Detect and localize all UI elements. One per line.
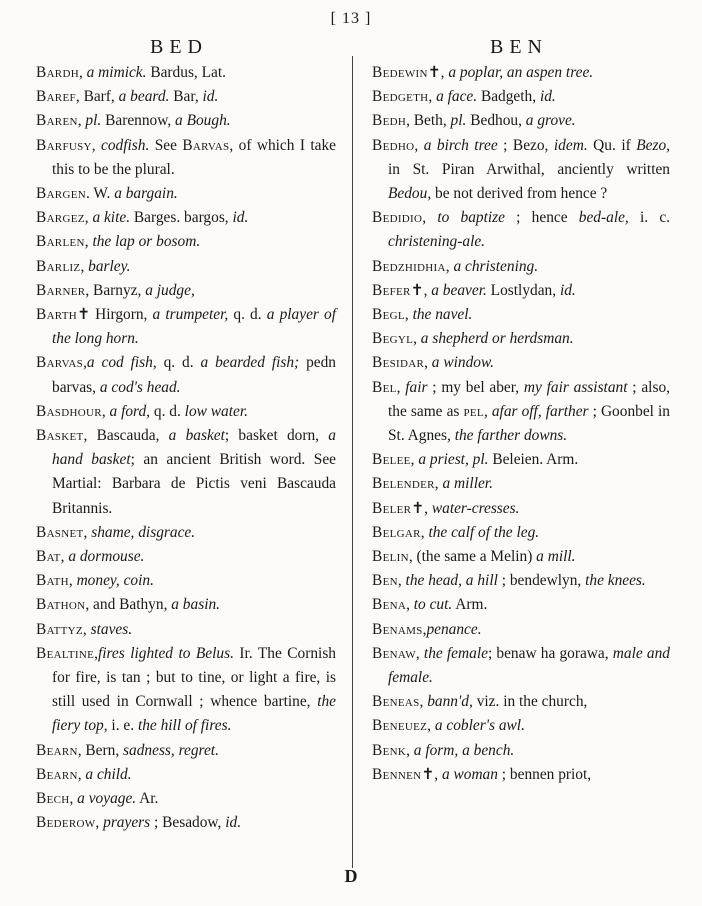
right-column-header: BEN [490,36,548,58]
entry-text: ; benaw ha gorawa, [487,644,613,662]
italic-gloss: sadness, regret. [123,741,219,759]
dictionary-entry [36,230,336,254]
italic-gloss: a ford, [109,402,151,420]
entry-text: in St. Piran Arwithal, anciently written [388,160,670,178]
italic-gloss: a bargain. [114,185,178,203]
dictionary-entry [372,109,670,133]
italic-gloss: a face. [436,88,478,106]
entry-text: , [84,233,93,251]
dictionary-entry [36,545,336,569]
page-number: [ 13 ] [330,10,372,27]
entry-text: , [396,378,406,396]
headword: Belee [372,451,411,469]
headword: Barth [36,306,78,324]
entry-text: i. c. [628,209,671,227]
entry-text: , [413,330,421,348]
dictionary-entry [372,472,670,496]
italic-gloss: prayers [103,814,151,832]
italic-gloss: the navel. [412,306,473,324]
headword: Bech [36,790,70,808]
entry-text: , [77,112,86,130]
entry-text: ; bennen priot, [497,765,592,783]
entry-text: , [419,693,428,711]
left-column-header: BED [150,36,208,58]
entry-text: , Beth, [406,112,451,130]
italic-gloss: id. [225,814,242,832]
italic-gloss: pl. [450,112,467,130]
dictionary-entry [36,206,336,230]
italic-gloss: a kite. [92,209,131,227]
italic-gloss: a hand basket [52,427,336,469]
entry-text: Badgeth, [477,88,540,106]
dictionary-entry [36,642,336,739]
entry-text: , [94,644,98,662]
entry-text: , [422,209,438,227]
headword: Bedho [372,136,415,154]
entry-text: ; basket dorn, [224,427,329,445]
italic-gloss: id. [232,209,249,227]
italic-gloss: staves. [90,620,133,638]
entry-text: , [91,136,102,154]
headword: Bedzhidhia [372,257,446,275]
entry-text: ; an ancient British word. See Martial: Barbara de Pictis veni Bascauda Britannis. [52,451,336,517]
italic-gloss: water-cresses. [431,499,520,517]
entry-text: ; Goonbel in St. Agnes, [388,402,670,445]
italic-gloss: a trumpeter, [152,306,229,324]
italic-gloss: a window. [431,354,494,372]
entry-text: ✝ Hirgorn, [77,306,153,324]
signature-mark: D [344,866,358,886]
entry-text: , [422,620,427,638]
italic-gloss: the fiery top, [52,693,336,735]
italic-gloss: a mill. [536,548,576,566]
headword: Bath [36,572,69,590]
entry-text: , [483,402,492,420]
headword: Befer [372,281,411,299]
dictionary-entry [36,521,336,545]
headword: Barvas [36,354,84,372]
entry-text: , and Bathyn, [85,596,172,614]
entry-text: , [68,572,77,590]
italic-gloss: id. [539,88,556,106]
dictionary-entry [36,303,336,351]
headword: Battyz [36,620,83,638]
dictionary-entry [36,85,336,109]
italic-gloss: a cod fish, [86,354,157,372]
headword: Basnet [36,523,84,541]
entry-text: Arm. [452,596,488,614]
entry-text: ; hence [504,209,579,227]
entry-text: ; also, the same as [388,378,670,420]
entry-text: , [82,620,91,638]
italic-gloss: id. [202,88,219,106]
headword: Bena [372,596,407,614]
headword: Bedewin [372,64,428,81]
headword: Basdhour [36,402,102,420]
entry-text: ; my bel aber, [427,378,524,396]
italic-gloss: a mimick. [86,64,147,81]
italic-gloss: the farther downs. [454,427,568,445]
headword: pel [463,402,484,420]
entry-text: , [404,306,413,324]
italic-gloss: the knees. [585,572,646,590]
italic-gloss: a bearded fish; [200,354,300,372]
entry-text: be not derived from hence ? [431,185,608,203]
entry-text: , [445,257,454,275]
italic-gloss: fires lighted to Belus. [97,644,234,662]
italic-gloss: a child. [85,765,132,783]
dictionary-entry [372,618,670,642]
italic-gloss: a player of the long horn. [52,306,337,348]
entry-text: . W. [85,185,115,203]
headword: Bederow [36,814,96,832]
italic-gloss: a shepherd or herdsman. [420,330,574,348]
headword: Barliz [36,257,81,275]
entry-text: pedn barvas, [52,354,336,396]
dictionary-entry [372,569,670,593]
headword: Beneas [372,693,420,711]
dictionary-entry [36,134,336,182]
italic-gloss: a miller. [442,475,493,493]
dictionary-entry [372,327,670,351]
headword: Begl [372,306,405,324]
headword: Bel [372,378,397,396]
entry-text: See [149,136,183,154]
dictionary-entry [372,376,670,449]
italic-gloss: a dormouse. [68,548,145,566]
dictionary-entry [372,642,670,690]
italic-gloss: a form, a bench. [413,741,515,759]
italic-gloss: a beaver. [431,281,487,299]
entry-text: , [424,354,432,372]
dictionary-entry [36,279,336,303]
entry-text: ; Besadow, [150,814,226,832]
dictionary-entry [36,400,336,424]
italic-gloss: afar off, farther [491,402,589,420]
entry-text: , [414,136,424,154]
dictionary-entry [36,255,336,279]
italic-gloss: a voyage. [77,790,137,808]
dictionary-entry [36,61,336,85]
headword: Bedidio [372,209,423,227]
headword: Belender [372,475,435,493]
headword: Ben [372,572,398,590]
entry-text: Bardus, Lat. [146,64,226,81]
headword: Basket [36,427,84,445]
headword: Benaw [372,644,416,662]
dictionary-entry [36,618,336,642]
headword: Beneuez [372,717,428,735]
headword: Belin [372,548,409,566]
italic-gloss: my fair assistant [523,378,628,396]
italic-gloss: a christening. [453,257,539,275]
dictionary-entry [372,255,670,279]
headword: Benams [372,620,423,638]
dictionary-entry [36,593,336,617]
entry-text: , Bascauda, [83,427,169,445]
headword: Bargez [36,209,85,227]
italic-gloss: to cut. [413,596,453,614]
headword: Bedh [372,112,407,130]
headword: Barlen [36,233,85,251]
entry-text: ✝, [411,499,432,517]
dictionary-entry [372,85,670,109]
entry-text: , [80,257,89,275]
entry-text: Ir. The Cornish for fire, is tan ; but to tine, or light a fire, is still used in Cornwall ; whence bartine, [52,644,337,711]
italic-gloss: pl. [85,112,102,130]
entry-text: , [434,475,443,493]
italic-gloss: id. [559,281,576,299]
entry-text: , [84,209,93,227]
entry-text: , [397,572,406,590]
dictionary-entry [372,61,670,85]
right-column [372,61,670,787]
italic-gloss: a woman [441,765,498,783]
entry-text: , [60,548,69,566]
entry-text: , of which I take this to be the plural. [52,136,336,178]
headword: Bathon [36,596,86,614]
entry-text: , [410,451,419,469]
entry-text: , [77,765,86,783]
headword: Benk [372,741,407,759]
headword: Begyl [372,330,414,348]
italic-gloss: money, coin. [76,572,154,590]
headword: Bedgeth [372,88,429,106]
italic-gloss: the lap or bosom. [92,233,201,251]
italic-gloss: idem. [553,136,588,154]
entry-text: , [83,354,87,372]
entry-text: Barges. bargos, [130,209,233,227]
entry-text: , [95,814,104,832]
entry-text: Ar. [136,790,159,808]
dictionary-entry [36,763,336,787]
italic-gloss: the head, a hill [405,572,498,590]
entry-text: ; bendewlyn, [497,572,586,590]
left-column [36,61,336,836]
headword: Bearn [36,741,78,759]
dictionary-entry [372,279,670,303]
headword: Bearn [36,765,78,783]
entry-text: Lostlydan, [486,281,560,299]
dictionary-entry [372,593,670,617]
headword: Beler [372,499,412,517]
dictionary-entry [372,739,670,763]
dictionary-entry [36,109,336,133]
dictionary-entry [36,351,336,399]
entry-text: q. d. [228,306,267,324]
headword: Besidar [372,354,425,372]
headword: Bennen [372,765,422,783]
italic-gloss: a cod's head. [99,378,181,396]
italic-gloss: shame, disgrace. [91,523,196,541]
italic-gloss: low water. [184,402,248,420]
entry-text: ✝, [410,281,432,299]
entry-text: , [427,717,435,735]
entry-text: , [78,64,87,81]
headword: Baref [36,88,76,106]
italic-gloss: a priest, pl. [418,451,489,469]
italic-gloss: fair [405,378,428,396]
dictionary-entry [372,714,670,738]
headword: Bardh [36,64,79,81]
italic-gloss: a grove. [525,112,576,130]
entry-text: ; Bezo, [497,136,554,154]
entry-text: Bedhou, [466,112,526,130]
entry-text: , [428,88,437,106]
dictionary-entry [372,448,670,472]
italic-gloss: a judge, [145,281,195,299]
italic-gloss: a basket [168,427,225,445]
italic-gloss: Bedou, [388,185,432,203]
entry-text: viz. in the church, [472,693,588,711]
dictionary-entry [372,497,670,521]
entry-text: , [406,596,414,614]
dictionary-entry [372,134,670,207]
headword: Barner [36,281,86,299]
entry-text: q. d. [150,402,185,420]
entry-text: Beleien. Arm. [488,451,579,469]
dictionary-entry [36,811,336,835]
dictionary-entry [372,690,670,714]
entry-text: , (the same a Melin) [408,548,537,566]
dictionary-entry [372,763,670,787]
headword: Belgar [372,523,421,541]
italic-gloss: the female [423,644,488,662]
dictionary-entry [36,182,336,206]
dictionary-entry [372,351,670,375]
entry-text: , [101,402,110,420]
entry-text: , [406,741,414,759]
entry-text: ✝, [427,64,449,81]
column-divider [352,56,353,868]
entry-text: , Barf, [75,88,119,106]
dictionary-entry [36,739,336,763]
entry-text: i. e. [107,717,138,735]
headword: Bat [36,548,61,566]
italic-gloss: male and female. [388,644,670,687]
entry-text: q. d. [156,354,201,372]
entry-text: Bar, [169,88,203,106]
italic-gloss: a poplar, an aspen tree. [448,64,594,81]
entry-text: , Barnyz, [85,281,146,299]
dictionary-entry [36,787,336,811]
italic-gloss: a Bough. [175,112,231,130]
entry-text: , [69,790,78,808]
headword: Bargen [36,185,86,203]
headword: Bealtine [36,644,95,662]
italic-gloss: barley. [88,257,131,275]
headword: Barvas [182,136,230,154]
italic-gloss: to baptize [437,209,505,227]
headword: Barfusy [36,136,92,154]
italic-gloss: the calf of the leg. [428,523,540,541]
entry-text: , [420,523,429,541]
entry-text: , [415,644,424,662]
dictionary-entry [372,206,670,254]
italic-gloss: a beard. [118,88,170,106]
italic-gloss: a cobler's awl. [434,717,525,735]
entry-text: Barennow, [101,112,176,130]
entry-text: , Bern, [77,741,124,759]
italic-gloss: bann'd, [427,693,473,711]
dictionary-entry [372,521,670,545]
italic-gloss: penance. [426,620,482,638]
italic-gloss: a basin. [171,596,221,614]
entry-text: ✝, [421,765,442,783]
italic-gloss: codfish. [101,136,150,154]
italic-gloss: Bezo, [636,136,670,154]
entry-text: , [83,523,92,541]
italic-gloss: a birch tree [423,136,498,154]
italic-gloss: the hill of fires. [137,717,232,735]
italic-gloss: christening-ale. [388,233,486,251]
dictionary-entry [372,545,670,569]
dictionary-entry [372,303,670,327]
dictionary-entry [36,424,336,521]
italic-gloss: bed-ale, [578,209,629,227]
dictionary-entry [36,569,336,593]
entry-text: Qu. if [587,136,637,154]
headword: Baren [36,112,78,130]
